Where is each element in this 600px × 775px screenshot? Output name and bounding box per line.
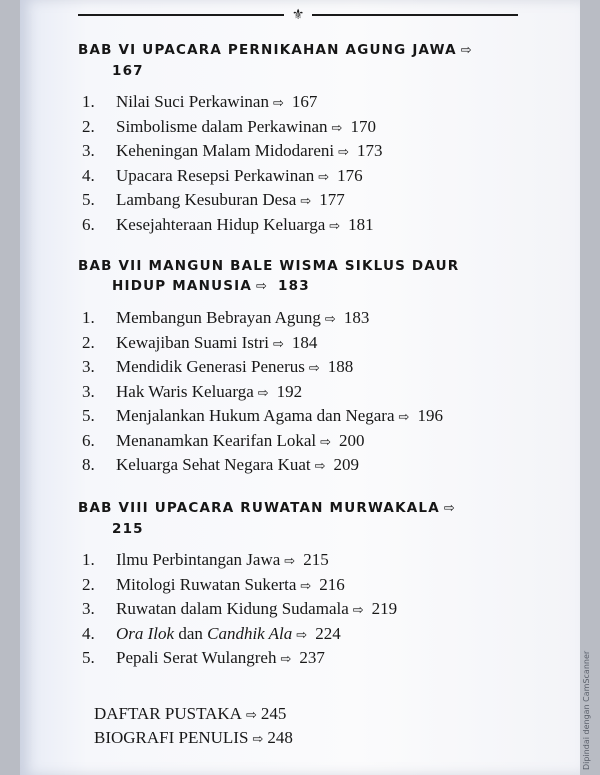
list-item: 1. Ilmu Perbintangan Jawa ⇨ 215 (82, 548, 397, 573)
list-item: 1. Nilai Suci Perkawinan ⇨ 167 (82, 90, 383, 115)
chapter-title: BAB VIII UPACARA RUWATAN MURWAKALA (78, 500, 440, 516)
list-item: 6. Menanamkan Kearifan Lokal ⇨ 200 (82, 429, 443, 454)
list-item: 8. Keluarga Sehat Negara Kuat ⇨ 209 (82, 453, 443, 478)
chapter-page: 215 (112, 521, 144, 537)
chapter-viii-list (82, 548, 397, 671)
chapter-heading-vii (78, 256, 518, 297)
arrow-right-icon: ⇨ (272, 96, 284, 111)
arrow-right-icon: ⇨ (284, 554, 296, 569)
back-matter-item: BIOGRAFI PENULIS ⇨ 248 (94, 726, 293, 750)
arrow-right-icon: ⇨ (338, 145, 350, 160)
list-item: 4. Ora Ilok dan Candhik Ala ⇨ 224 (82, 622, 397, 647)
arrow-right-icon: ⇨ (308, 361, 320, 376)
back-matter-list (94, 702, 293, 750)
arrow-right-icon: ⇨ (460, 43, 473, 58)
chapter-page: 167 (112, 63, 144, 79)
header-ornament (78, 4, 518, 26)
chapter-vi-list (82, 90, 383, 237)
ornament-rule-left (78, 14, 284, 16)
arrow-right-icon: ⇨ (398, 410, 410, 425)
chapter-heading-vi (78, 40, 518, 81)
back-matter-item: DAFTAR PUSTAKA ⇨ 245 (94, 702, 293, 726)
arrow-right-icon: ⇨ (256, 279, 269, 294)
chapter-page: 183 (278, 278, 310, 294)
arrow-right-icon: ⇨ (352, 603, 364, 618)
list-item: 3. Ruwatan dalam Kidung Sudamala ⇨ 219 (82, 597, 397, 622)
arrow-right-icon: ⇨ (272, 336, 284, 352)
chapter-heading-viii (78, 498, 518, 539)
arrow-right-icon: ⇨ (257, 385, 269, 401)
list-item: 4. Upacara Resepsi Perkawinan ⇨ 176 (82, 164, 383, 189)
book-page (20, 0, 580, 775)
list-item: 5. Pepali Serat Wulangreh ⇨ 237 (82, 646, 397, 671)
arrow-right-icon: ⇨ (296, 627, 308, 643)
arrow-right-icon: ⇨ (300, 578, 312, 594)
list-item: 2. Mitologi Ruwatan Sukerta ⇨ 216 (82, 573, 397, 598)
chapter-vii-list (82, 306, 443, 478)
list-item: 2. Kewajiban Suami Istri ⇨ 184 (82, 331, 443, 356)
fleur-ornament-icon: ⚜ (291, 7, 305, 23)
chapter-title: BAB VII MANGUN BALE WISMA SIKLUS DAUR (78, 258, 460, 274)
watermark-text: Dipindai dengan CamScanner (582, 650, 591, 770)
arrow-right-icon: ⇨ (324, 312, 336, 327)
list-item: 5. Lambang Kesuburan Desa ⇨ 177 (82, 188, 383, 213)
arrow-right-icon: ⇨ (318, 169, 330, 185)
list-item: 5. Menjalankan Hukum Agama dan Negara ⇨ 196 (82, 404, 443, 429)
arrow-right-icon: ⇨ (320, 434, 332, 450)
arrow-right-icon: ⇨ (331, 120, 343, 136)
list-item: 3. Keheningan Malam Midodareni ⇨ 173 (82, 139, 383, 164)
arrow-right-icon: ⇨ (245, 708, 257, 723)
arrow-right-icon: ⇨ (280, 652, 292, 667)
list-item: 2. Simbolisme dalam Perkawinan ⇨ 170 (82, 115, 383, 140)
arrow-right-icon: ⇨ (300, 194, 312, 209)
arrow-right-icon: ⇨ (329, 218, 341, 234)
arrow-right-icon: ⇨ (443, 501, 456, 516)
arrow-right-icon: ⇨ (314, 459, 326, 474)
list-item: 6. Kesejahteraan Hidup Keluarga ⇨ 181 (82, 213, 383, 238)
ornament-rule-right (312, 14, 518, 16)
list-item: 3. Mendidik Generasi Penerus ⇨ 188 (82, 355, 443, 380)
scanner-watermark (582, 640, 596, 770)
arrow-right-icon: ⇨ (252, 732, 264, 747)
list-item: 1. Membangun Bebrayan Agung ⇨ 183 (82, 306, 443, 331)
chapter-title: BAB VI UPACARA PERNIKAHAN AGUNG JAWA (78, 42, 457, 58)
chapter-title-cont: HIDUP MANUSIA (112, 278, 253, 294)
list-item: 3. Hak Waris Keluarga ⇨ 192 (82, 380, 443, 405)
